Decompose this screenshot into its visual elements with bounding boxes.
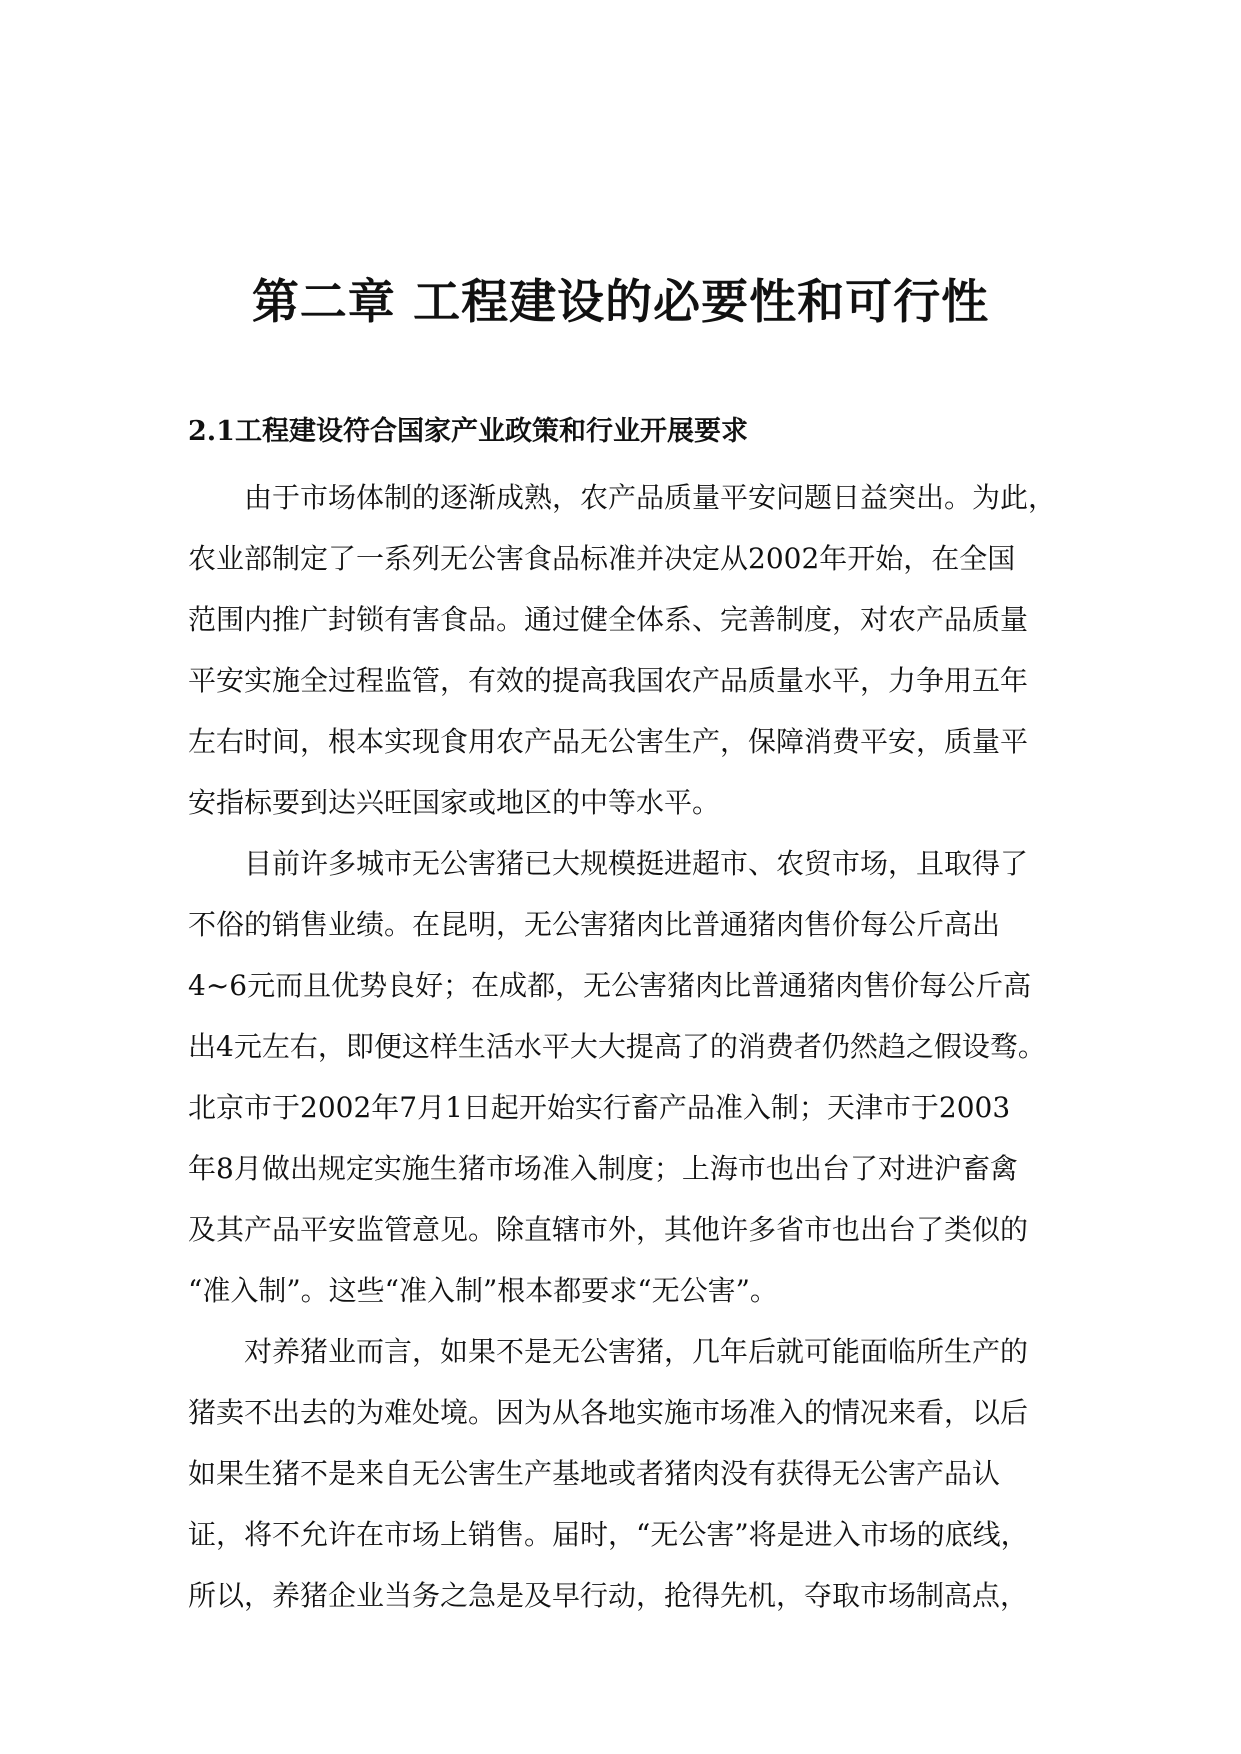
- paragraph-line: 出4元左右，即便这样生活水平大大提高了的消费者仍然趋之假设骛。: [188, 1030, 1046, 1063]
- paragraph-line: 北京市于2002年7月1日起开始实行畜产品准入制；天津市于2003: [188, 1091, 1011, 1124]
- paragraph-line: 目前许多城市无公害猪已大规模挺进超市、农贸市场，且取得了: [244, 847, 1029, 880]
- chapter-title: 第二章 工程建设的必要性和可行性: [251, 275, 990, 330]
- paragraph-line: 由于市场体制的逐渐成熟，农产品质量平安问题日益突出。为此，: [244, 481, 1057, 514]
- paragraph-line: 平安实施全过程监管，有效的提高我国农产品质量水平，力争用五年: [188, 664, 1029, 697]
- paragraph-line: 对养猪业而言，如果不是无公害猪，几年后就可能面临所生产的: [244, 1335, 1029, 1368]
- paragraph-line: 不俗的销售业绩。在昆明，无公害猪肉比普通猪肉售价每公斤高出: [188, 908, 1001, 941]
- paragraph-line: 年8月做出规定实施生猪市场准入制度；上海市也出台了对进沪畜禽: [188, 1152, 1018, 1185]
- paragraph-line: 4~6元而且优势良好；在成都，无公害猪肉比普通猪肉售价每公斤高: [188, 969, 1032, 1002]
- paragraph-line: 及其产品平安监管意见。除直辖市外，其他许多省市也出台了类似的: [188, 1213, 1029, 1246]
- paragraph-line: 农业部制定了一系列无公害食品标准并决定从2002年开始，在全国: [188, 542, 1016, 575]
- paragraph-line: 范围内推广封锁有害食品。通过健全体系、完善制度，对农产品质量: [188, 603, 1029, 636]
- paragraph-line: 安指标要到达兴旺国家或地区的中等水平。: [188, 786, 721, 819]
- body-text: [188, 467, 1068, 1626]
- paragraph-line: 如果生猪不是来自无公害生产基地或者猪肉没有获得无公害产品认: [188, 1457, 1001, 1490]
- paragraph-line: 所以，养猪企业当务之急是及早行动，抢得先机，夺取市场制高点，: [188, 1579, 1029, 1612]
- paragraph-line: “准入制”。这些“准入制”根本都要求“无公害”。: [188, 1274, 778, 1307]
- section-heading: 2.1工程建设符合国家产业政策和行业开展要求: [188, 416, 748, 447]
- paragraph-line: 左右时间，根本实现食用农产品无公害生产，保障消费平安，质量平: [188, 725, 1029, 758]
- paragraph-line: 证，将不允许在市场上销售。届时，“无公害”将是进入市场的底线，: [188, 1518, 1029, 1551]
- paragraph-line: 猪卖不出去的为难处境。因为从各地实施市场准入的情况来看，以后: [188, 1396, 1029, 1429]
